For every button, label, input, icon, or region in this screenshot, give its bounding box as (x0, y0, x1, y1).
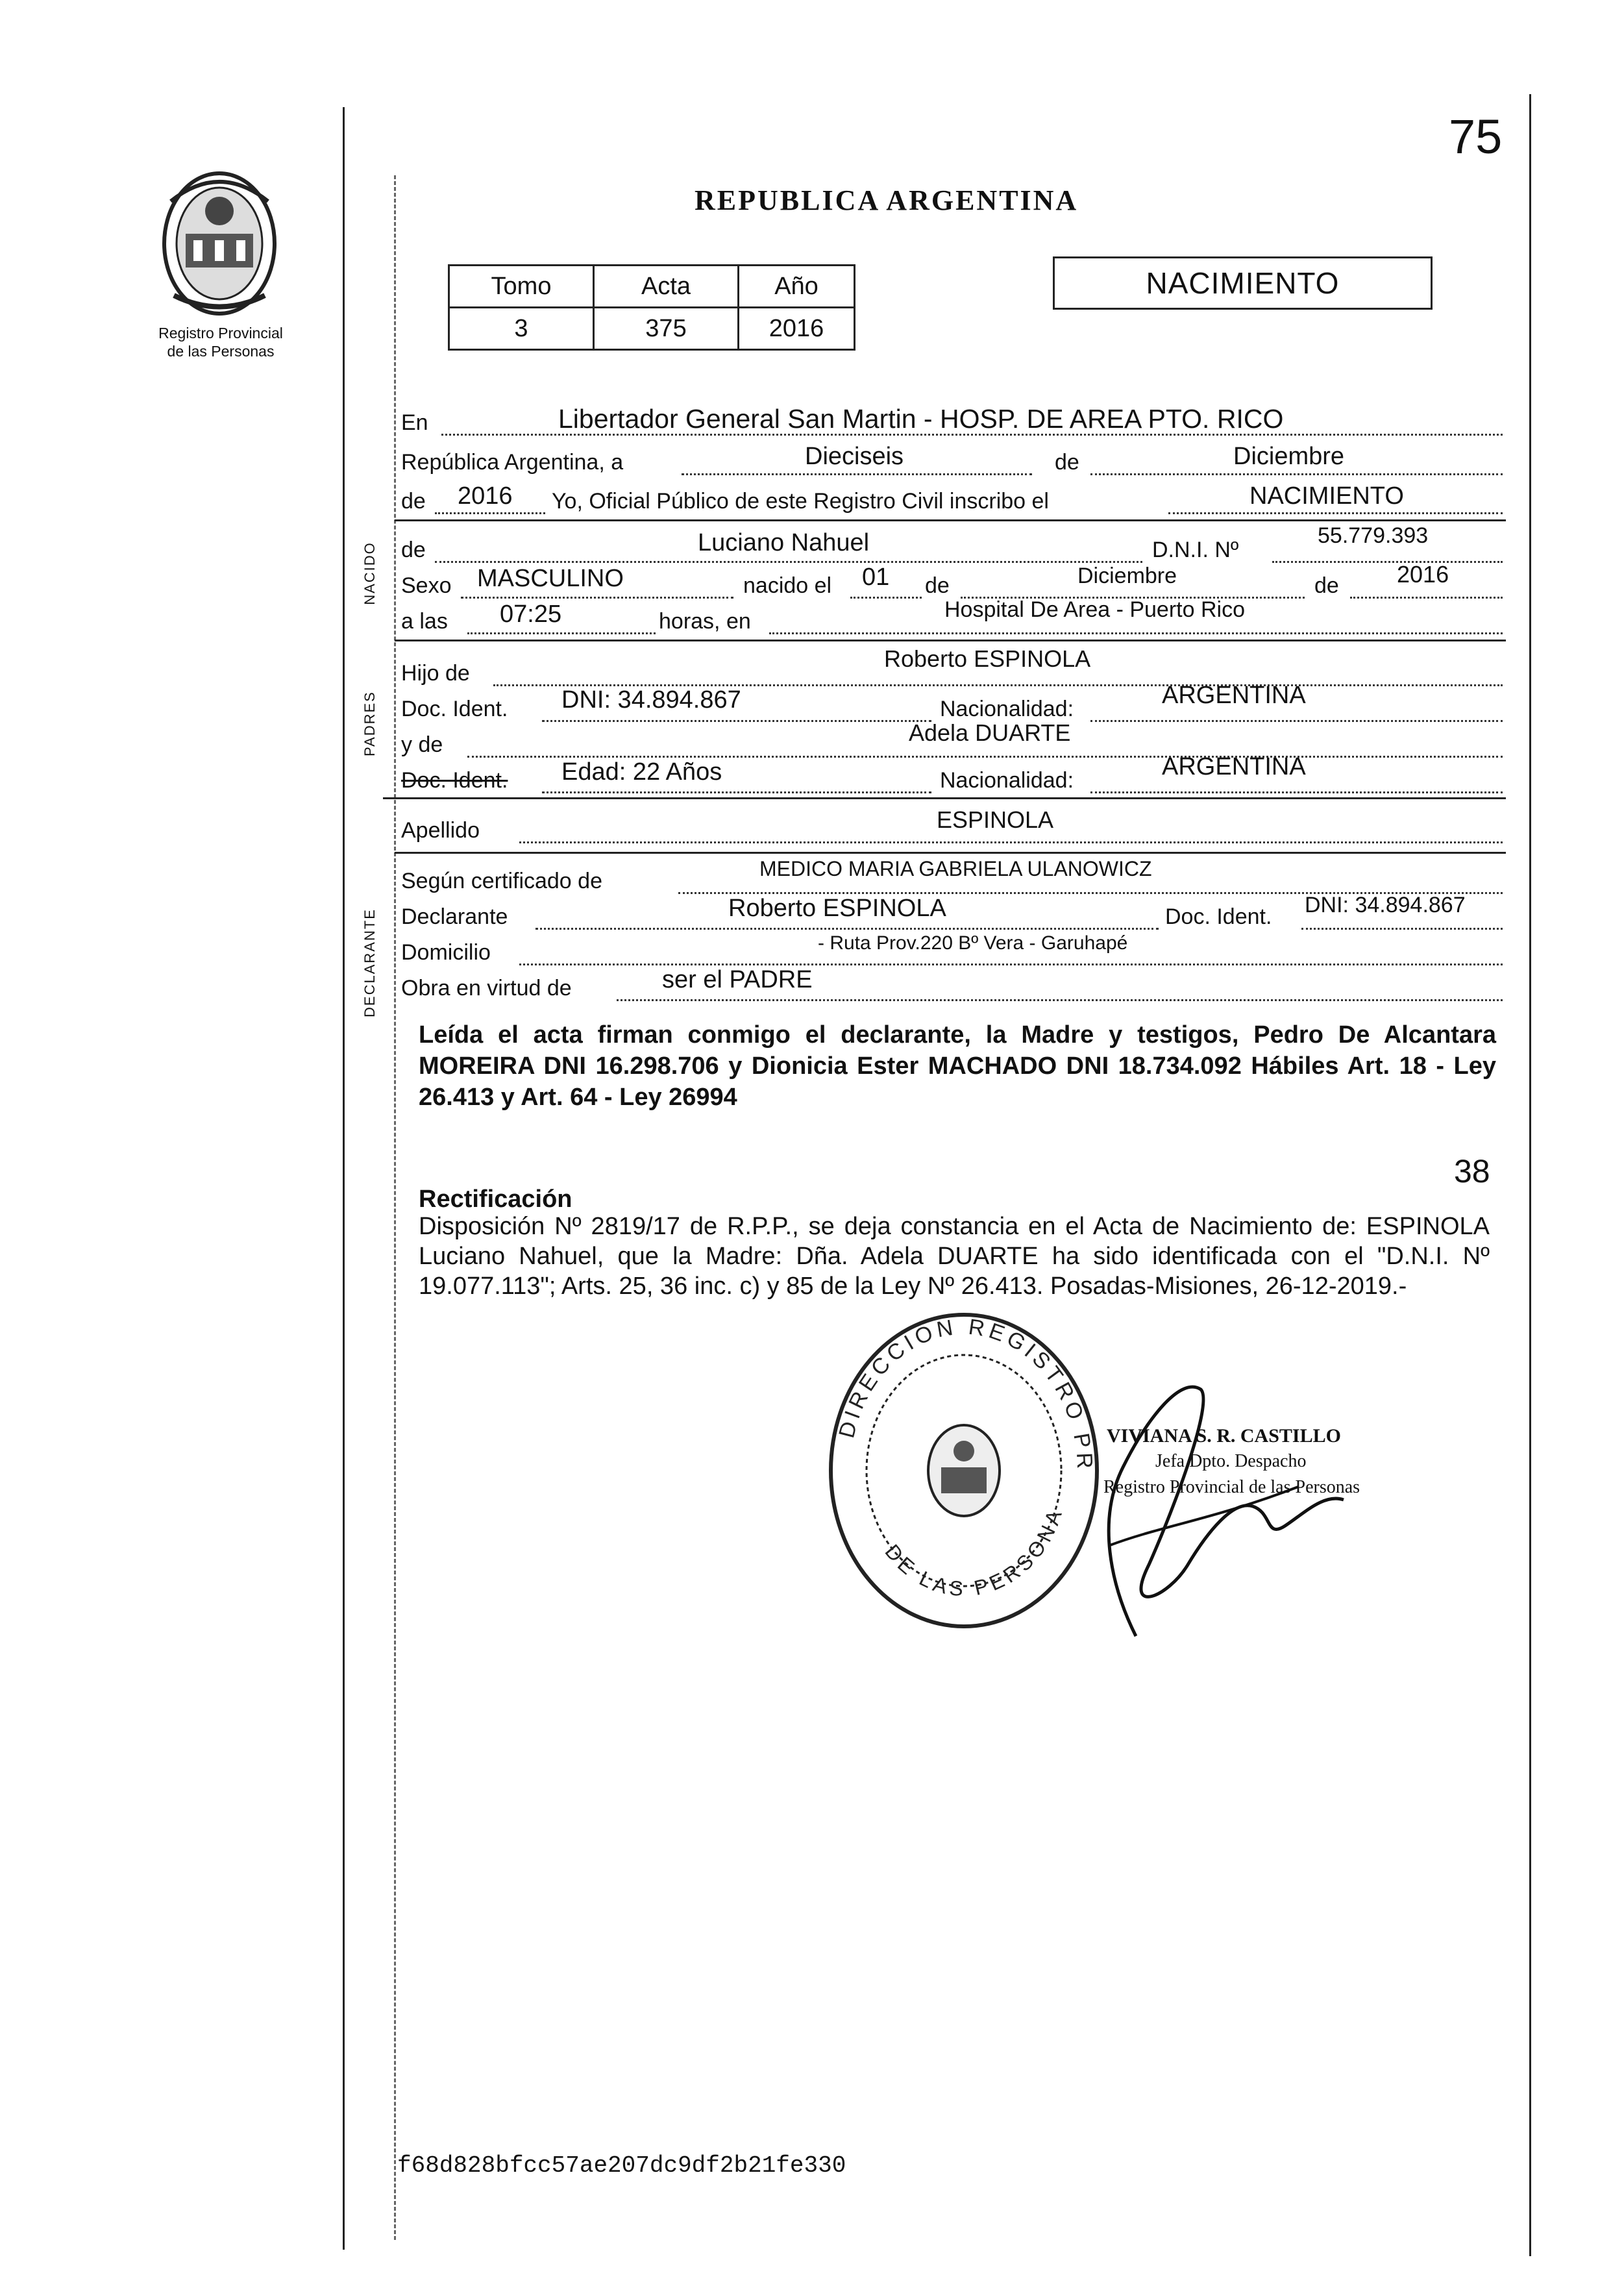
label-de-month: de (1055, 450, 1079, 475)
line-name (435, 561, 1142, 563)
label-de-year: de (401, 489, 426, 514)
value-certificate: MEDICO MARIA GABRIELA ULANOWICZ (759, 857, 1152, 880)
rectification-title: Rectificación (419, 1186, 572, 1213)
closing-text: Leída el acta firman conmigo el declarante, la Madre y testigos, Pedro De Alcantara MOREIRA DNI 16.298.706 y Dionicia Ester MACHADO DNI 18.734.092 Hábiles Art. 18 - Ley 26.413 y Art. 64 - Ley 26994 (419, 1021, 1496, 1111)
label-nacido-el: nacido el (743, 573, 832, 598)
label-horas-en: horas, en (659, 609, 751, 634)
registry-emblem (154, 166, 284, 321)
register-value-anio: 2016 (739, 308, 855, 350)
line-mother (467, 756, 1503, 758)
line-year (435, 512, 545, 514)
line-month (1090, 473, 1503, 475)
label-doc-ident-decl: Doc. Ident. (1165, 904, 1272, 929)
value-surname: ESPINOLA (937, 806, 1054, 833)
side-label-declarante: DECLARANTE (362, 908, 378, 1017)
register-header-acta: Acta (594, 266, 739, 308)
value-child-dni: 55.779.393 (1318, 523, 1429, 548)
line-time (467, 632, 656, 634)
register-value-acta: 375 (594, 308, 739, 350)
svg-text:DIRECCION REGISTRO PROVINCIAL: DIRECCION REGISTRO PR (834, 1314, 1098, 1473)
label-de-birth-year: de (1314, 573, 1339, 598)
register-table-header-row (449, 266, 855, 308)
register-header-anio: Año (739, 266, 855, 308)
value-declarant-doc: DNI: 34.894.867 (1305, 893, 1466, 917)
value-day: Dieciseis (805, 443, 904, 470)
value-address: - Ruta Prov.220 Bº Vera - Garuhapé (818, 932, 1128, 954)
label-oficial: Yo, Oficial Público de este Registro Civil inscribo el (552, 489, 1049, 514)
label-en: En (401, 410, 428, 435)
label-a-las: a las (401, 609, 448, 634)
value-mother-age: Edad: 22 Años (561, 758, 722, 786)
value-sex: MASCULINO (477, 565, 624, 592)
value-declarant: Roberto ESPINOLA (728, 895, 946, 922)
value-birth-year: 2016 (1397, 561, 1449, 588)
register-value-tomo: 3 (449, 308, 594, 350)
registry-name-line2: de las Personas (167, 343, 275, 360)
label-apellido: Apellido (401, 818, 480, 843)
line-dni (1272, 561, 1503, 563)
label-nacionalidad: Nacionalidad: (940, 697, 1074, 721)
value-birth-month: Diciembre (1077, 564, 1177, 588)
register-table-value-row (449, 308, 855, 350)
value-in-virtue: ser el PADRE (662, 966, 813, 993)
line-birth-year (1350, 597, 1503, 599)
label-de-birth-month: de (925, 573, 950, 598)
doc-type-box (1053, 256, 1433, 310)
page-number: 75 (1449, 110, 1503, 164)
label-hijo-de: Hijo de (401, 661, 470, 686)
label-segun: Según certificado de (401, 869, 602, 893)
value-month: Diciembre (1233, 443, 1345, 470)
label-dni: D.N.I. Nº (1152, 538, 1239, 562)
svg-text:DE LAS PERSONAS: DE LAS PERSONA (880, 1503, 1068, 1601)
line-declarant (535, 928, 1159, 930)
value-child-name: Luciano Nahuel (698, 529, 870, 556)
divider-4 (395, 852, 1506, 854)
label-declarante: Declarante (401, 904, 508, 929)
doc-type-label: NACIMIENTO (1146, 266, 1340, 300)
label-de-name: de (401, 538, 426, 562)
label-sexo: Sexo (401, 573, 452, 598)
value-mother: Adela DUARTE (909, 719, 1071, 746)
inner-dashed-line (394, 175, 396, 2240)
side-label-nacido: NACIDO (362, 541, 378, 605)
country-title: REPUBLICA ARGENTINA (695, 184, 1079, 216)
rectification-body: Disposición Nº 2819/17 de R.P.P., se deja constancia en el Acta de Nacimiento de: ESPINOLA Luciano Nahuel, que la Madre: Dña. Adela DUARTE ha sido identificada con el "D.N.I. Nº 19.077.113"; Arts. 25, 36 inc. c) y 85 de la Ley Nº 26.413. Posadas-Misiones, 26-12-2019.- (419, 1213, 1490, 1300)
line-mother-nat (1090, 791, 1503, 793)
line-birth-day (850, 597, 922, 599)
value-birth-time: 07:25 (500, 601, 562, 628)
document-hash: f68d828bfcc57ae207dc9df2b21fe330 (397, 2152, 846, 2179)
line-sexo (461, 597, 733, 599)
value-mother-nat: ARGENTINA (1162, 753, 1306, 780)
divider-1 (395, 519, 1506, 521)
line-act-type (1168, 512, 1503, 514)
registry-name-line1: Registro Provincial (158, 325, 283, 342)
signatory-org: Registro Provincial de las Personas (1103, 1477, 1360, 1497)
value-place: Libertador General San Martin - HOSP. DE AREA PTO. RICO (558, 404, 1284, 434)
value-father: Roberto ESPINOLA (884, 645, 1091, 672)
province-shield-icon (154, 166, 284, 321)
handwritten-signature-icon (1019, 1350, 1409, 1649)
label-domicilio: Domicilio (401, 940, 491, 965)
line-address (519, 963, 1503, 965)
value-act-type: NACIMIENTO (1249, 482, 1404, 510)
left-margin-line (343, 107, 345, 2250)
line-in-virtue (617, 999, 1503, 1001)
label-nacionalidad2: Nacionalidad: (940, 768, 1074, 793)
value-father-nat: ARGENTINA (1162, 682, 1306, 709)
line-father-doc (542, 720, 931, 722)
line-birth-place (769, 632, 1503, 634)
line-surname (519, 841, 1503, 843)
signatory-name: VIVIANA S. R. CASTILLO (1107, 1425, 1341, 1447)
annotation-number: 38 (1454, 1153, 1490, 1189)
label-y-de: y de (401, 732, 443, 757)
signature-scribble (1019, 1350, 1409, 1649)
label-republica: República Argentina, a (401, 450, 624, 475)
value-birth-day: 01 (862, 564, 890, 591)
side-label-padres: PADRES (362, 691, 378, 756)
label-obra: Obra en virtud de (401, 976, 572, 1001)
divider-3 (383, 797, 1506, 799)
value-father-doc: DNI: 34.894.867 (561, 686, 741, 714)
signatory-role: Jefa Dpto. Despacho (1155, 1451, 1307, 1471)
divider-2 (395, 640, 1506, 641)
label-doc-ident-struck: Doc. Ident. (401, 768, 508, 793)
label-doc-ident: Doc. Ident. (401, 697, 508, 721)
line-day (682, 473, 1032, 475)
register-header-tomo: Tomo (449, 266, 594, 308)
register-table (448, 264, 855, 351)
line-mother-age (542, 791, 931, 793)
value-birth-place: Hospital De Area - Puerto Rico (944, 597, 1245, 622)
line-father-nat (1090, 720, 1503, 722)
value-year: 2016 (458, 482, 513, 510)
line-declarant-doc (1301, 928, 1503, 930)
right-margin-line (1529, 94, 1531, 2256)
